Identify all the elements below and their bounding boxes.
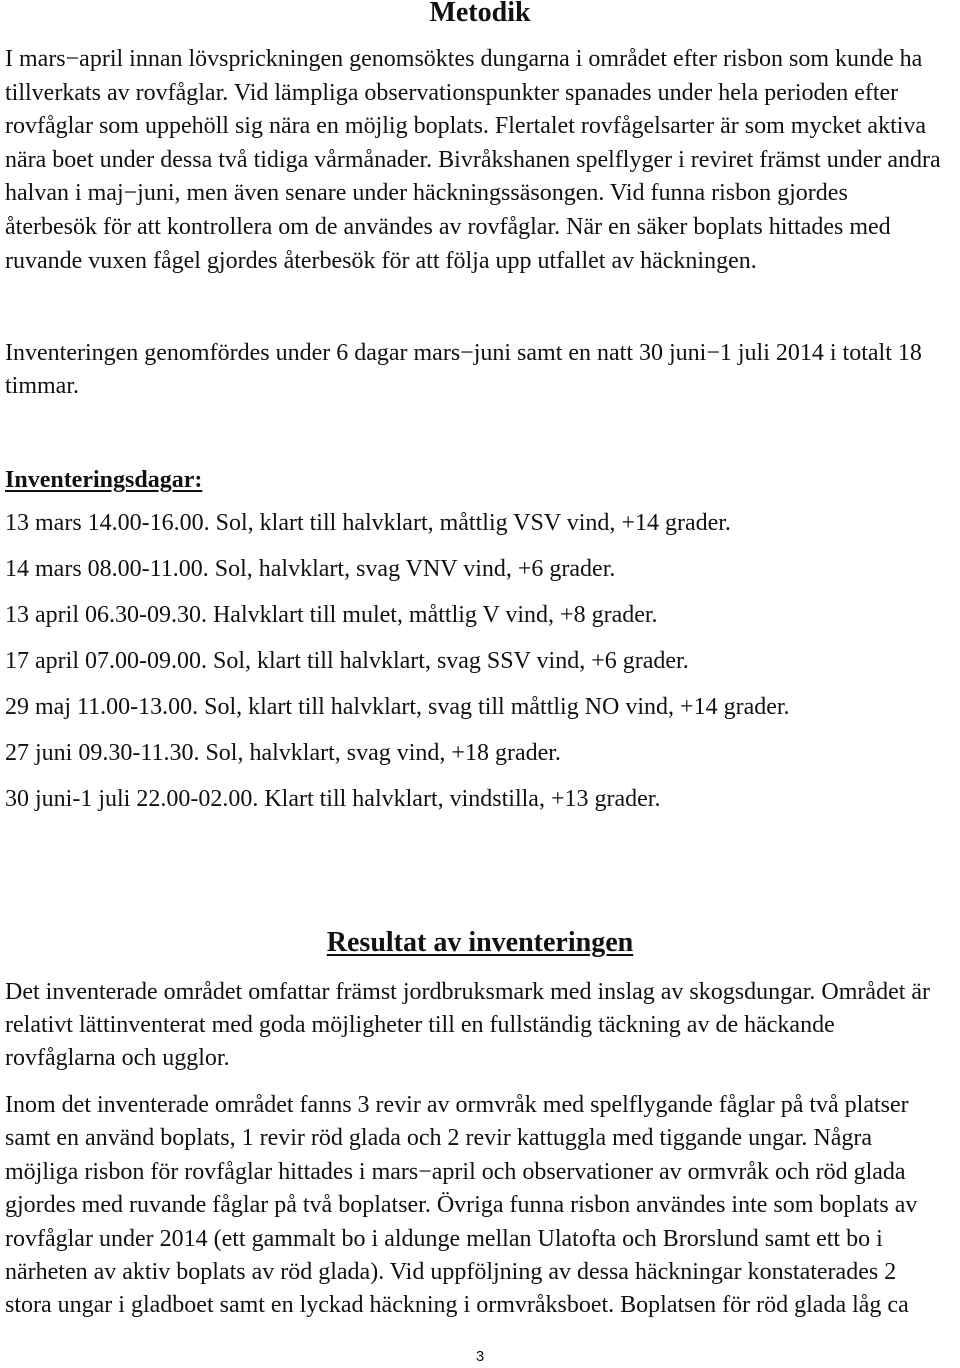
survey-day-item: 14 mars 08.00-11.00. Sol, halvklart, svag VNV vind, +6 grader. — [5, 556, 616, 582]
section-heading-metodik: Metodik — [429, 0, 531, 28]
text-line: halvan i maj−juni, men även senare under häckningssäsongen. Vid funna risbon gjordes — [5, 180, 848, 207]
text-line: samt en använd boplats, 1 revir röd glada och 2 revir kattuggla med tiggande ungar. Några — [5, 1125, 873, 1152]
text-line: stora ungar i gladboet samt en lyckad häckning i ormvråksboet. Boplatsen för röd glada låg ca — [5, 1292, 909, 1319]
survey-day-item: 17 april 07.00-09.00. Sol, klart till halvklart, svag SSV vind, +6 grader. — [5, 648, 689, 674]
survey-days-list — [5, 500, 955, 822]
paragraph-results — [5, 1089, 955, 1323]
survey-day-item: 13 mars 14.00-16.00. Sol, klart till halvklart, måttlig VSV vind, +14 grader. — [5, 510, 731, 536]
text-line: relativt lättinventerat med goda möjligheter till en fullständig täckning av de häckande — [5, 1012, 835, 1038]
text-line: närheten av aktiv boplats av röd glada). Vid uppföljning av dessa häckningar konstaterades 2 — [5, 1259, 897, 1286]
section-heading-resultat — [0, 926, 960, 960]
survey-day-item: 13 april 06.30-09.30. Halvklart till mulet, måttlig V vind, +8 grader. — [5, 602, 658, 628]
survey-days-heading-text: Inventeringsdagar: — [5, 467, 203, 493]
text-line: gjordes med ruvande fåglar på två boplatser. Övriga funna risbon användes inte som boplats av — [5, 1192, 918, 1219]
text-line: Inventeringen genomfördes under 6 dagar mars−juni samt en natt 30 juni−1 juli 2014 i totalt 18 — [5, 340, 922, 366]
survey-days-heading — [5, 463, 955, 497]
survey-day-item: 30 juni-1 juli 22.00-02.00. Klart till halvklart, vindstilla, +13 grader. — [5, 786, 661, 812]
text-line: nära boet under dessa två tidiga vårmånader. Bivråkshanen spelflyger i reviret främst under andra — [5, 146, 941, 173]
text-line: rovfåglar under 2014 (ett gammalt bo i aldunge mellan Ulatofta och Brorslund samt ett bo i — [5, 1225, 883, 1252]
text-line: rovfåglar som uppehöll sig nära en möjlig boplats. Flertalet rovfågelsarter är som mycket aktiva — [5, 113, 927, 140]
text-line: möjliga risbon för rovfåglar hittades i mars−april och observationer av ormvråk och röd glada — [5, 1158, 906, 1185]
paragraph-survey-duration — [5, 337, 955, 403]
text-line: timmar. — [5, 373, 79, 399]
paragraph-method-description — [5, 43, 955, 278]
survey-day-item: 29 maj 11.00-13.00. Sol, klart till halvklart, svag till måttlig NO vind, +14 grader. — [5, 694, 790, 720]
text-line: Inom det inventerade området fanns 3 revir av ormvråk med spelflygande fåglar på två platser — [5, 1092, 909, 1118]
text-line: ruvande vuxen fågel gjordes återbesök för att följa upp utfallet av häckningen. — [5, 247, 757, 274]
text-line: rovfåglarna och ugglor. — [5, 1045, 230, 1071]
text-line: återbesök för att kontrollera om de användes av rovfåglar. När en säker boplats hittades med — [5, 213, 891, 240]
page-number: 3 — [475, 1348, 485, 1365]
text-line: Det inventerade området omfattar främst jordbruksmark med inslag av skogsdungar. Området är — [5, 979, 931, 1005]
section-heading-resultat-text: Resultat av inventeringen — [326, 927, 634, 958]
text-line: I mars−april innan lövsprickningen genomsöktes dungarna i området efter risbon som kunde ha — [5, 46, 923, 72]
text-line: tillverkats av rovfåglar. Vid lämpliga observationspunkter spanades under hela perioden efter — [5, 79, 899, 106]
paragraph-area-description — [5, 976, 955, 1075]
survey-day-item: 27 juni 09.30-11.30. Sol, halvklart, svag vind, +18 grader. — [5, 740, 561, 766]
